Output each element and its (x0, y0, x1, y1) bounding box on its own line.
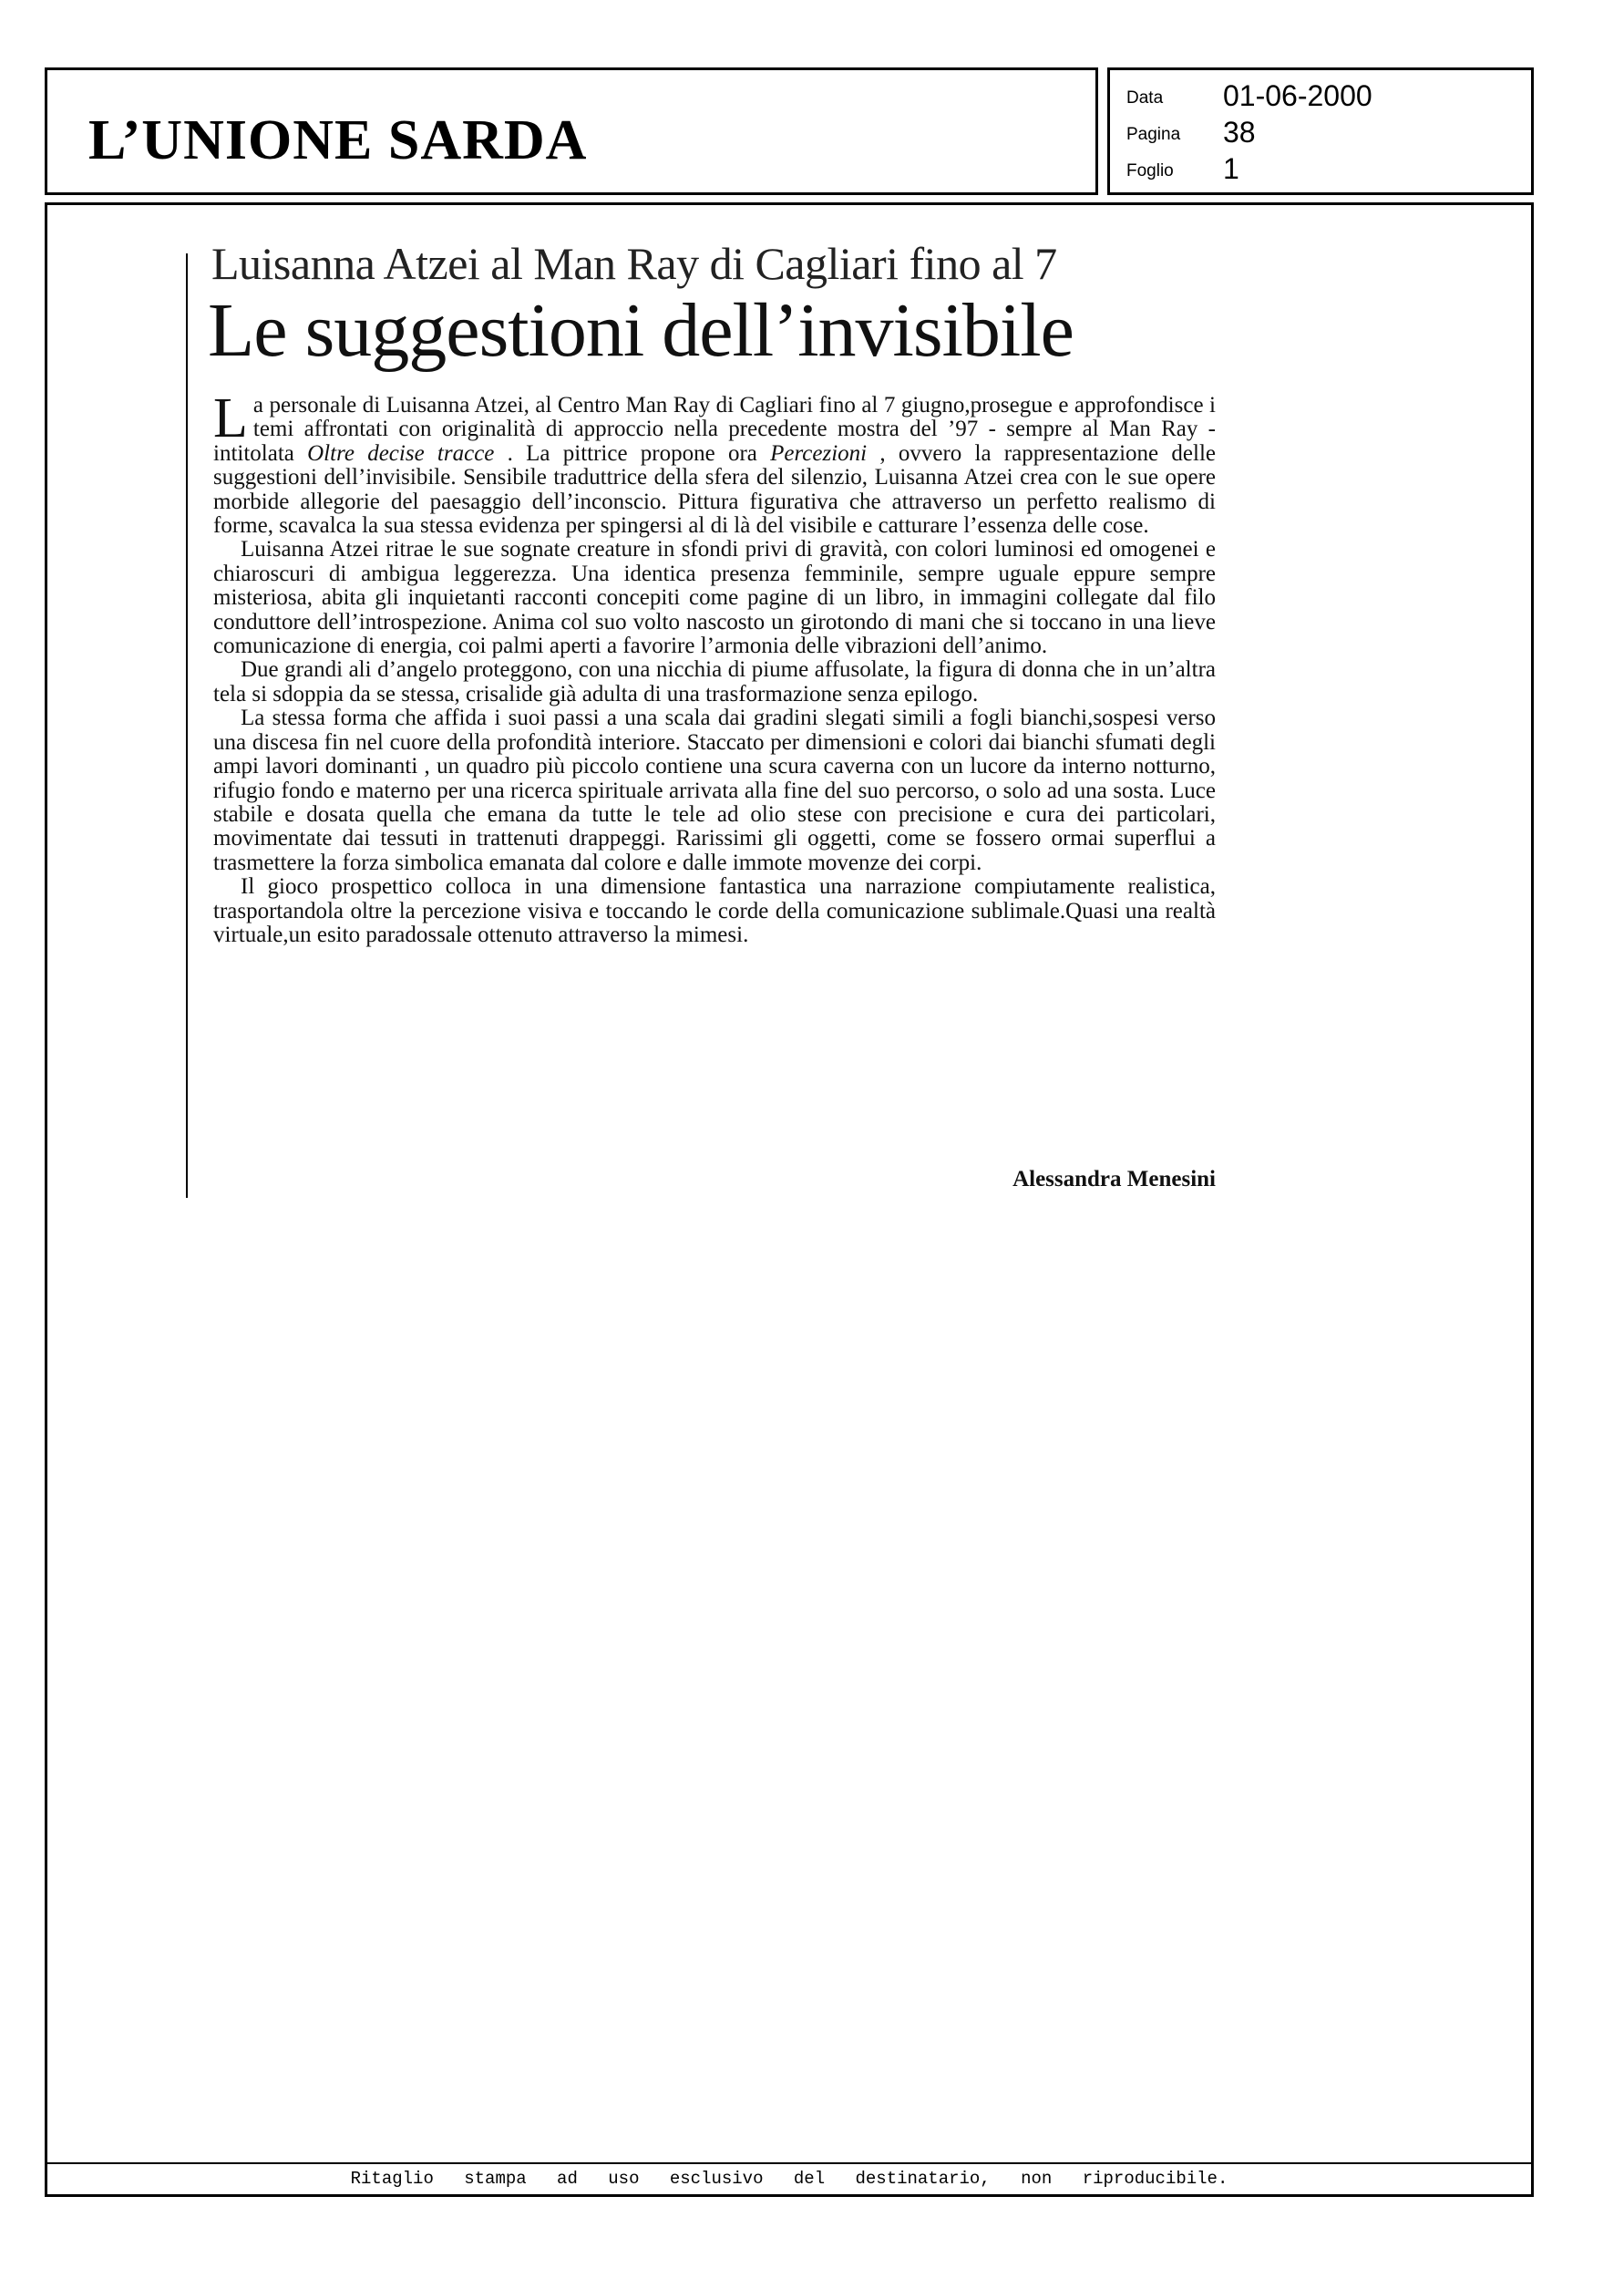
article-body (213, 387, 1216, 947)
paragraph-4: La stessa forma che affida i suoi passi a una scala dai gradini slegati simili a fogli bianchi,sospesi verso una discesa fin nel cuore della profondità interiore. Staccato per dimensioni e colori dai bianchi sfumati degli ampi lavori dominanti , un quadro più piccolo contiene una scura caverna con un lucore da interno notturno, rifugio fondo e materno per una ricerca spirituale arrivata alla fine del suo percorso, o solo ad una sosta. Luce stabile e dosata quella che emana da tutte le tele ad olio stese con precisione e cura dei particolari, movimentate dai tessuti in trattenuti drappeggi. Rarissimi gli oggetti, come se fossero ormai superflui a trasmettere la forza simbolica emanata dal colore e dalle immote movenze dei corpi. (213, 706, 1216, 875)
article-kicker: Luisanna Atzei al Man Ray di Cagliari fino al 7 (211, 238, 1057, 289)
drop-cap: L (213, 387, 248, 449)
data-label: Data (1126, 88, 1164, 108)
article-headline: Le suggestioni dell’invisibile (208, 288, 1074, 373)
footer-divider (45, 2162, 1534, 2164)
exhibition-title-previous: Oltre decise tracce (307, 440, 495, 466)
newspaper-masthead: L’UNIONE SARDA (88, 109, 588, 171)
exhibition-title-current: Percezioni (770, 440, 868, 466)
metadata-box (1107, 67, 1534, 195)
data-value: 01-06-2000 (1223, 79, 1372, 112)
article-margin-rule (186, 253, 188, 1198)
foglio-value: 1 (1223, 152, 1239, 185)
paragraph-3: Due grandi ali d’angelo proteggono, con una nicchia di piume affusolate, la figura di donna che in un’altra tela si sdoppia da se stessa, crisalide già adulta di una trasformazione senza epilogo. (213, 657, 1216, 706)
paragraph-1: La personale di Luisanna Atzei, al Centro Man Ray di Cagliari fino al 7 giugno,prosegue e approfondisce i temi affrontati con originalità di approccio nella precedente mostra del ’97 - sempre al Man Ray - intitolata Oltre decise tracce . La pittrice propone ora Percezioni , ovvero la rappresentazione delle suggestioni dell’invisibile. Sensibile traduttrice della sfera del silenzio, Luisanna Atzei crea con le sue opere morbide allegorie del paesaggio dell’inconscio. Pittura figurativa che attraverso un perfetto realismo di forme, scavalca la sua stessa evidenza per spingersi al di là del visibile e catturare l’essenza delle cose. (213, 387, 1216, 539)
pagina-label: Pagina (1126, 125, 1181, 144)
article-byline: Alessandra Menesini (1012, 1167, 1216, 1191)
masthead-box (45, 67, 1098, 195)
paragraph-5: Il gioco prospettico colloca in una dimensione fantastica una narrazione compiutamente realistica, trasportandola oltre la percezione visiva e toccando le corde della comunicazione sublimale.Quasi una realtà virtuale,un esito paradossale ottenuto attraverso la mimesi. (213, 874, 1216, 947)
footer-notice: Ritaglio stampa ad uso esclusivo del destinatario, non riproducibile. (350, 2169, 1228, 2189)
pagina-value: 38 (1223, 116, 1256, 149)
paragraph-2: Luisanna Atzei ritrae le sue sognate creature in sfondi privi di gravità, con colori luminosi ed omogenei e chiaroscuri di ambigua leggerezza. Una identica presenza femminile, sempre uguale eppure sempre misteriosa, abita gli inquietanti racconti concepiti come pagine di un libro, in immagini collegate dal filo conduttore dell’introspezione. Anima col suo volto nascosto un girotondo di mani che si toccano in una lieve comunicazione di energia, coi palmi aperti a favorire l’armonia delle vibrazioni dell’animo. (213, 537, 1216, 659)
foglio-label: Foglio (1126, 161, 1174, 180)
